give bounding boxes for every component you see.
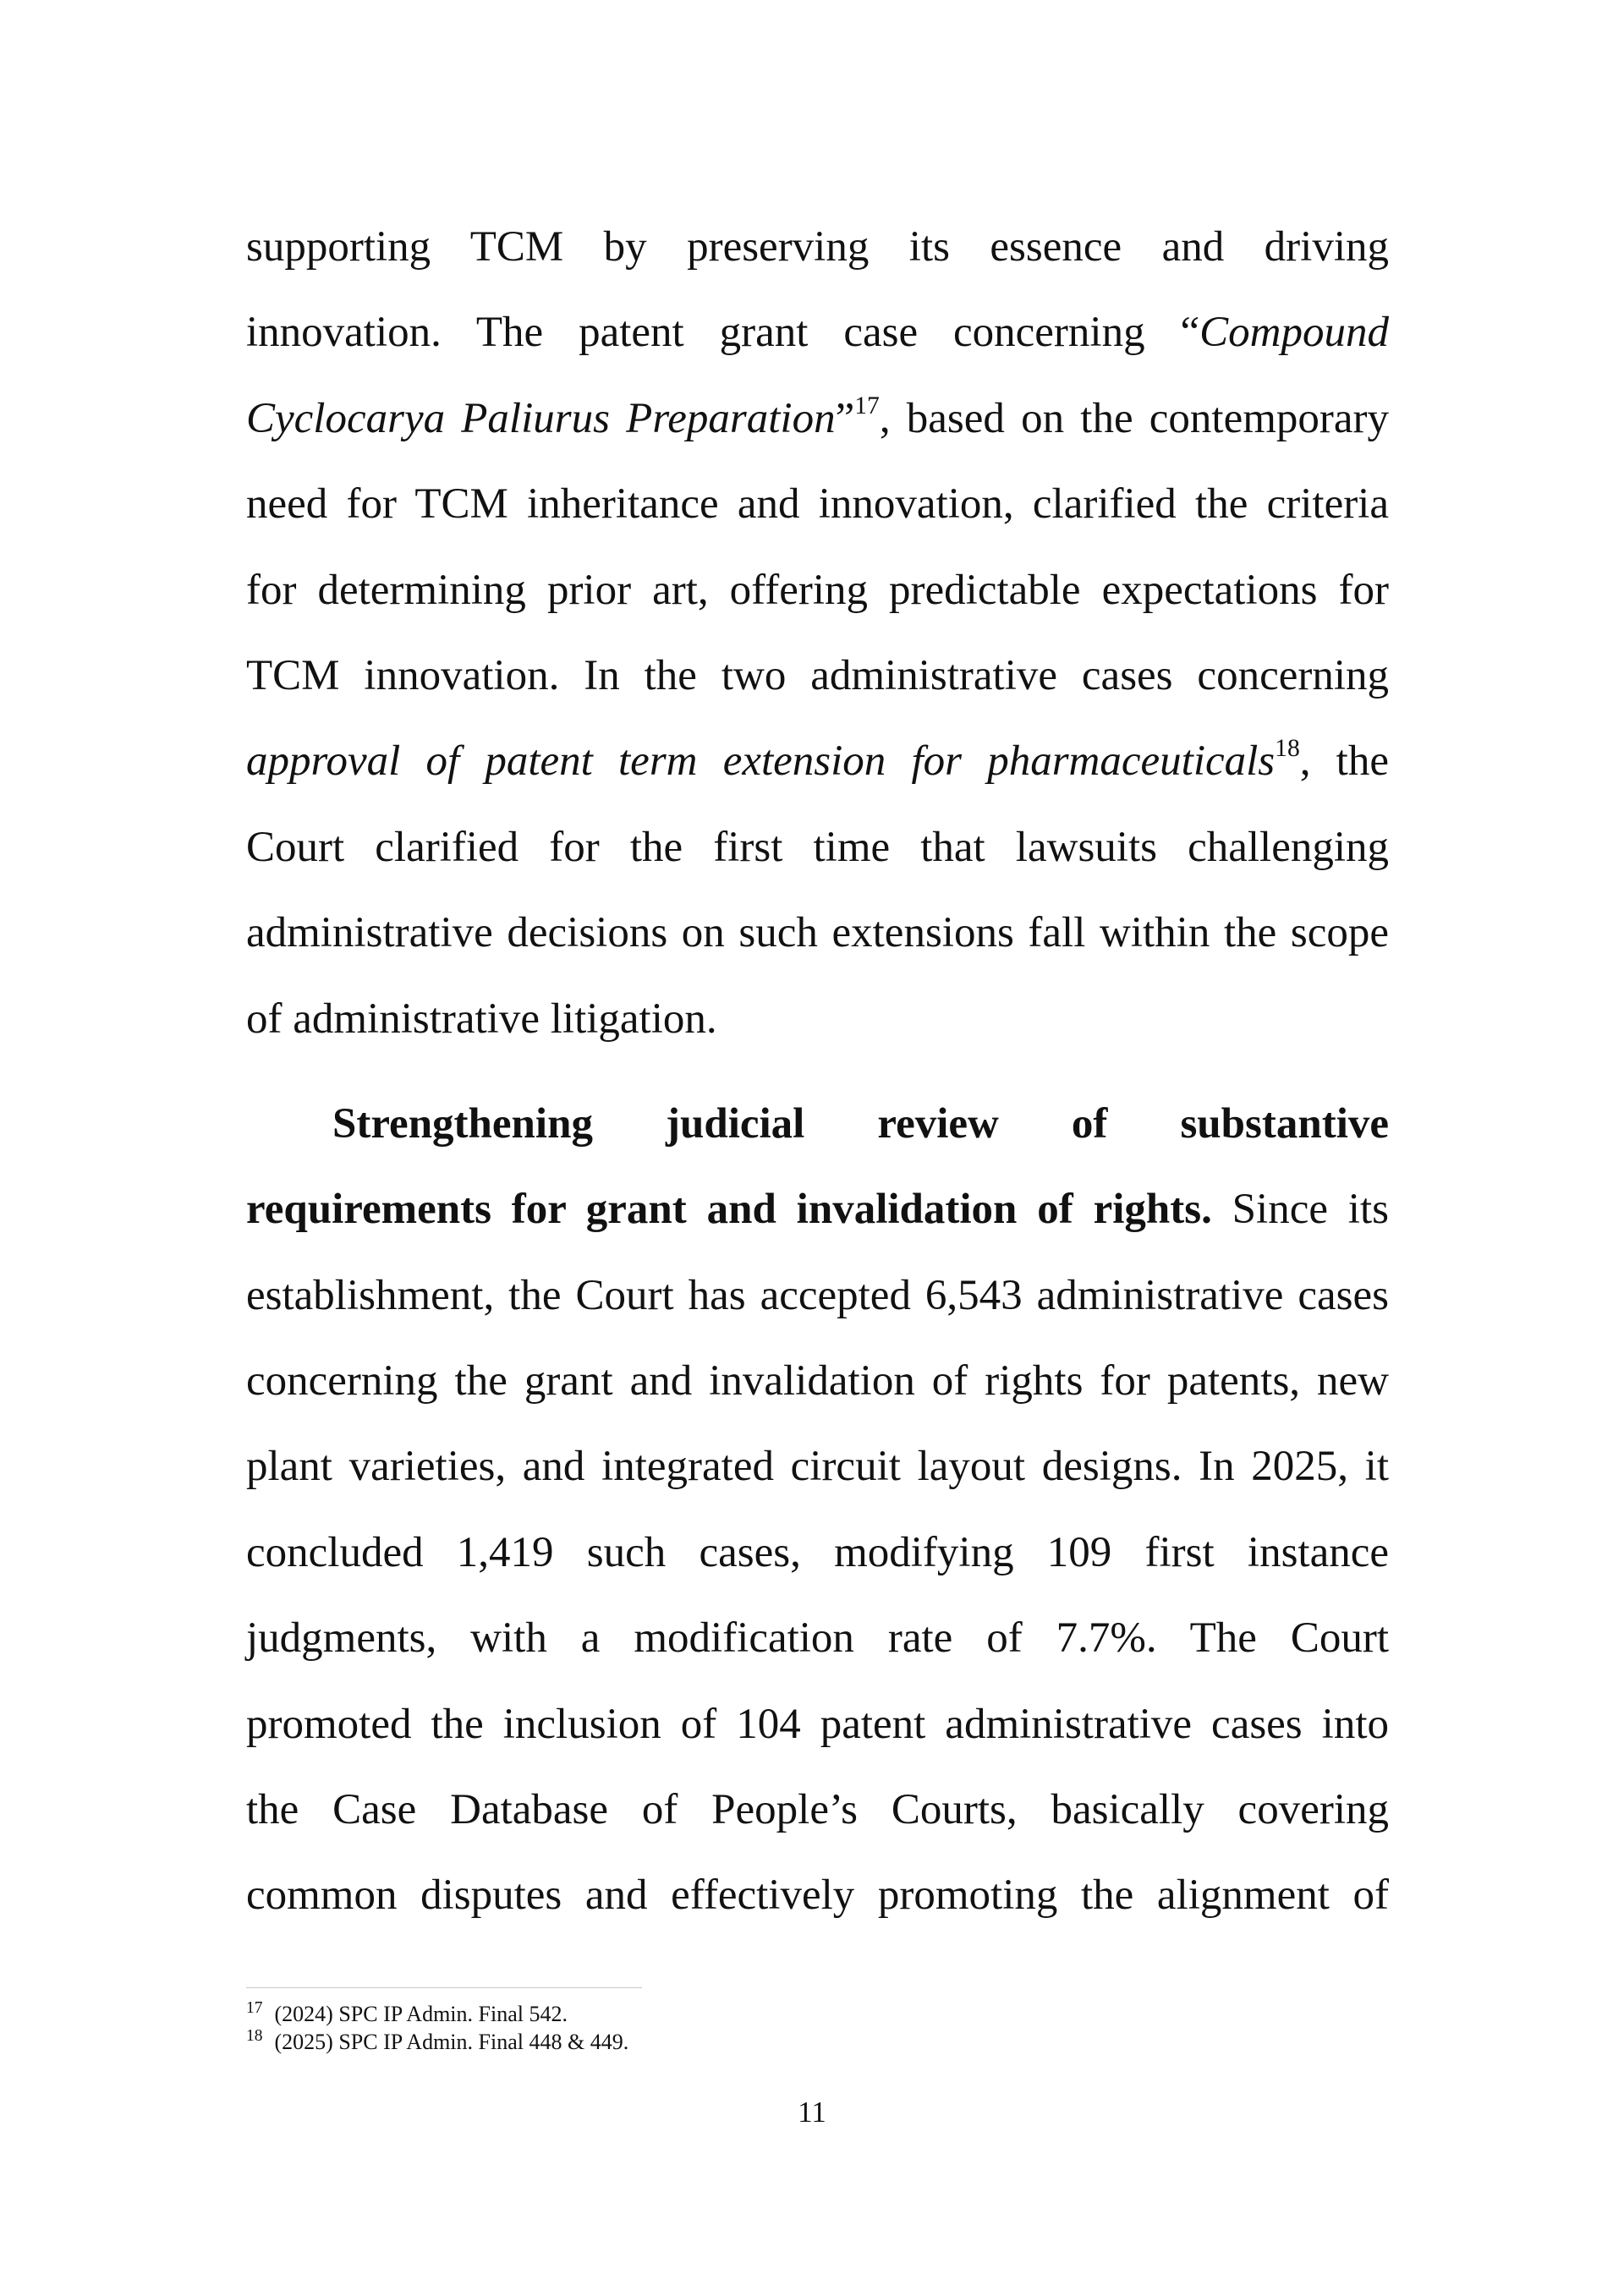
footnote-ref-18[interactable]: 18	[1275, 735, 1300, 763]
footnote-divider	[246, 1987, 642, 1988]
text-line: concluded 1,419 such cases, modifying 109 first instance	[246, 1528, 1389, 1576]
text-line: need for TCM inheritance and innovation, clarified the criteria	[246, 480, 1389, 529]
case-name-italic: Compound	[1199, 309, 1389, 357]
text-line: supporting TCM by preserving its essence and driving	[246, 223, 1389, 271]
text-line: judgments, with a modification rate of 7.7%. The Court	[246, 1614, 1389, 1663]
text-line: approval of patent term extension for pharmaceuticals$^{18}$, the	[246, 735, 1389, 786]
text-line: plant varieties, and integrated circuit layout designs. In 2025, it	[246, 1443, 1389, 1491]
text-line: concerning the grant and invalidation of rights for patents, new	[246, 1357, 1389, 1406]
footnote-number: 18	[246, 2027, 263, 2046]
footnote-text: (2025) SPC IP Admin. Final 448 & 449.	[274, 2030, 629, 2054]
text-line: promoted the inclusion of 104 patent administrative cases into	[246, 1700, 1389, 1748]
text-line: requirements for grant and invalidation of rights. Since its	[246, 1186, 1389, 1234]
text-line: establishment, the Court has accepted 6,543 administrative cases	[246, 1271, 1389, 1319]
section-heading-continued: requirements for grant and invalidation of rights.	[246, 1186, 1212, 1234]
text-line: Cyclocarya Paliurus Preparation”$^{17}$, based on the contemporary	[246, 392, 1389, 442]
case-name-italic: Cyclocarya Paliurus Preparation	[246, 394, 836, 442]
text-line: Court clarified for the first time that lawsuits challenging	[246, 823, 1389, 871]
page-number: 11	[798, 2096, 826, 2129]
footnote-text: (2024) SPC IP Admin. Final 542.	[274, 2002, 568, 2026]
footnote-18	[246, 2028, 1092, 2056]
text-line: common disputes and effectively promoting the alignment of	[246, 1871, 1389, 1920]
text-line: TCM innovation. In the two administrative cases concerning	[246, 651, 1389, 699]
footnote-ref-17[interactable]: 17	[854, 392, 880, 419]
footnote-number: 17	[246, 1999, 263, 2018]
text-line: for determining prior art, offering predictable expectations for	[246, 566, 1389, 614]
text-line: administrative decisions on such extensions fall within the scope	[246, 909, 1389, 957]
body-text	[246, 205, 1389, 1939]
text-line: the Case Database of People’s Courts, basically covering	[246, 1786, 1389, 1834]
text-line: innovation. The patent grant case concerning “Compound	[246, 309, 1389, 357]
case-name-italic: approval of patent term extension for pharmaceuticals	[246, 737, 1276, 786]
paragraph-gap	[246, 1062, 1389, 1082]
footnotes	[246, 2000, 1092, 2056]
section-heading: Strengthening judicial review of substantive	[332, 1099, 1389, 1148]
footnote-17	[246, 2000, 1092, 2028]
text-line: of administrative litigation.	[246, 995, 717, 1043]
